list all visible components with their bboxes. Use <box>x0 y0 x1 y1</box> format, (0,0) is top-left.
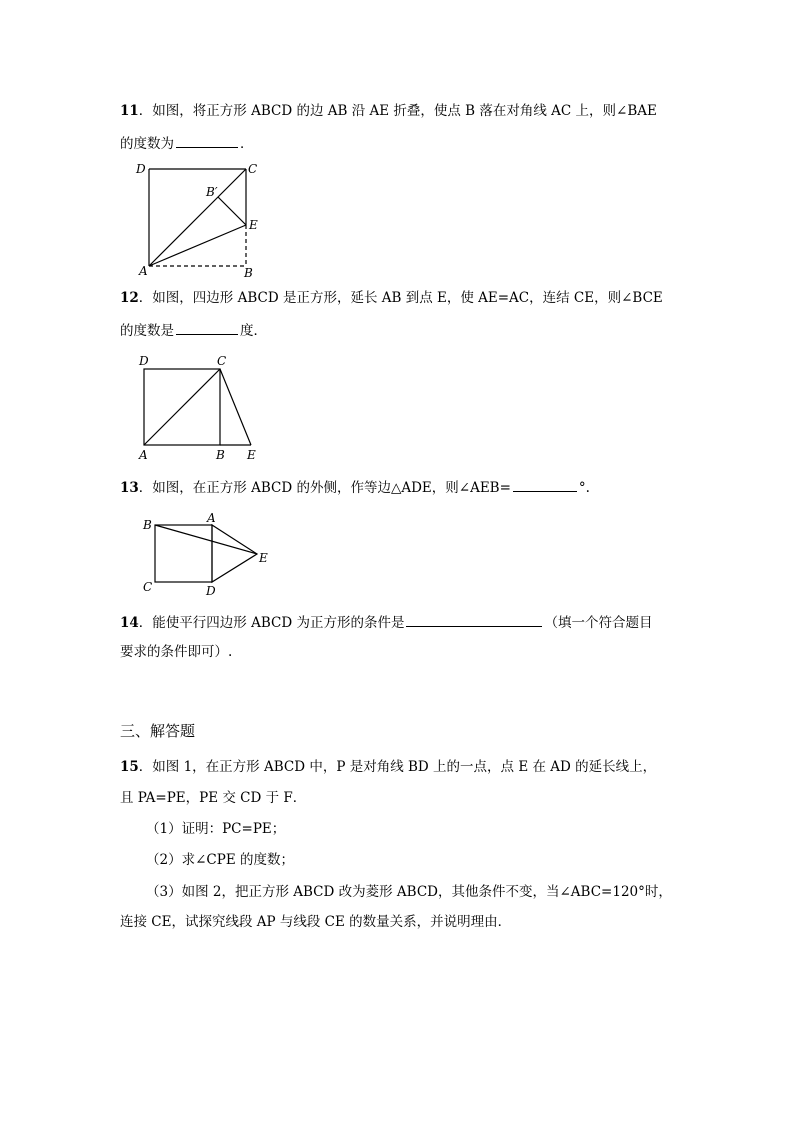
q11-label-a: A <box>139 264 148 278</box>
q14-text-2: 要求的条件即可）. <box>120 644 233 660</box>
q11-figure <box>130 158 270 283</box>
q13-text: ．如图，在正方形 ABCD 的外侧，作等边△ADE，则∠AEB= <box>138 480 511 496</box>
q13-equilateral-triangle <box>212 525 257 582</box>
q15-part2: （2）求∠CPE 的度数； <box>146 852 294 868</box>
q14-text-end: （填一个符合题目 <box>544 615 653 631</box>
q13-figure <box>140 510 280 600</box>
q11-text-2: 的度数为 <box>120 136 174 152</box>
q15-text: ．如图 1，在正方形 ABCD 中，P 是对角线 BD 上的一点，点 E 在 AD 的延长线上， <box>138 759 657 775</box>
q11-label-d: D <box>136 162 146 176</box>
q11-text: ．如图，将正方形 ABCD 的边 AB 沿 AE 折叠，使点 B 落在对角线 AC 上，则∠BAE <box>138 103 657 119</box>
q12-text-end: 度． <box>240 323 267 339</box>
q11-diagonal-ac <box>149 169 246 266</box>
q13-text-end: °. <box>578 480 590 496</box>
q13-label-b: B <box>143 518 152 532</box>
q15-line2 <box>120 788 306 808</box>
q14-line1 <box>120 611 652 633</box>
q12-segment-ce <box>220 369 251 445</box>
q15-number: 15 <box>120 759 139 775</box>
q15-line1 <box>120 757 656 777</box>
q12-label-e: E <box>247 448 256 462</box>
q12-figure <box>130 350 270 462</box>
q14-line2 <box>120 642 232 662</box>
section-heading: 三、解答题 <box>120 722 196 740</box>
q11-fold-ae <box>149 225 246 266</box>
q12-label-b: B <box>216 448 225 462</box>
q12-answer-blank[interactable] <box>176 319 238 335</box>
q12-text-2: 的度数是 <box>120 323 174 339</box>
q13-number: 13 <box>120 480 139 496</box>
q14-answer-blank[interactable] <box>406 611 542 627</box>
q14-number: 14 <box>120 615 139 631</box>
q13-answer-blank[interactable] <box>513 476 577 492</box>
q12-line2 <box>120 319 267 341</box>
q11-label-e: E <box>249 218 258 232</box>
q12-line1 <box>120 288 663 308</box>
q11-number: 11 <box>120 103 139 119</box>
q11-line2 <box>120 132 254 154</box>
q11-line1 <box>120 101 657 121</box>
q12-label-c: C <box>217 354 227 368</box>
q12-label-d: D <box>139 354 149 368</box>
q11-label-b: B <box>244 266 253 280</box>
q13-label-e: E <box>259 551 268 565</box>
q15-part1: （1）证明：PC=PE； <box>146 821 286 837</box>
q14-text: ．能使平行四边形 ABCD 为正方形的条件是 <box>138 615 405 631</box>
q12-label-a: A <box>139 448 148 462</box>
q11-answer-blank[interactable] <box>176 132 238 148</box>
q13-line1 <box>120 476 590 498</box>
q12-diagonal-ac <box>144 369 220 445</box>
q13-label-d: D <box>206 584 216 598</box>
q13-label-a: A <box>207 511 216 525</box>
q15-part3-continued: 连接 CE，试探究线段 AP 与线段 CE 的数量关系，并说明理由． <box>120 914 512 930</box>
q12-text: ．如图，四边形 ABCD 是正方形，延长 AB 到点 E，使 AE=AC，连结 CE，则∠BCE <box>138 290 663 306</box>
q13-label-c: C <box>143 580 153 594</box>
q13-segment-be <box>155 525 257 554</box>
q12-number: 12 <box>120 290 139 306</box>
q11-label-b-prime: B′ <box>206 185 218 199</box>
q15-part3: （3）如图 2，把正方形 ABCD 改为菱形 ABCD，其他条件不变，当∠ABC=120°时， <box>146 884 672 900</box>
q11-segment-b-prime-e <box>218 197 246 225</box>
q15-text-2: 且 PA=PE，PE 交 CD 于 F． <box>120 790 307 806</box>
q11-label-c: C <box>248 162 258 176</box>
q11-text-end: ． <box>240 136 254 152</box>
